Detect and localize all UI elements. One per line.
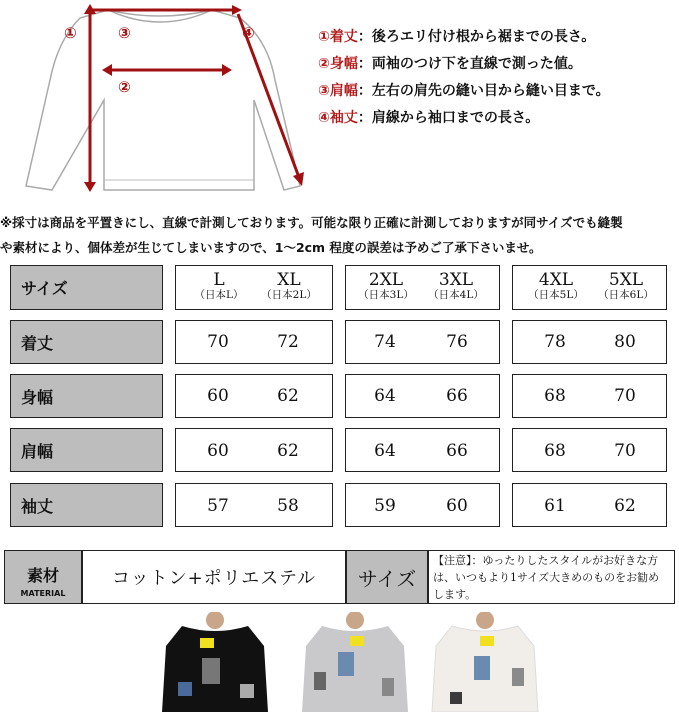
marker-chest: ② [118, 78, 131, 96]
row-label-length: 着丈 [10, 320, 163, 364]
size-2xl: 2XL （日本3L） [358, 270, 414, 301]
material-label: 素材 [26, 566, 59, 585]
sleeve-xl: 58 [277, 496, 299, 516]
material-label-en: MATERIAL [20, 589, 66, 598]
marker-shoulder: ③ [118, 24, 131, 42]
sweatshirt-measurement-diagram [0, 0, 310, 200]
shoulder-2xl: 64 [374, 441, 396, 461]
white-sweatshirt-photo [430, 612, 540, 712]
legend-length: ①着丈：後ろエリ付け根から裾までの長さ。 [318, 29, 596, 45]
sleeve-3xl: 60 [446, 496, 468, 516]
size-header-label: サイズ [10, 265, 163, 310]
length-2xl: 74 [374, 332, 396, 352]
shoulder-l: 60 [207, 441, 229, 461]
sleeve-5xl: 62 [614, 496, 636, 516]
shoulder-3xl: 66 [446, 441, 468, 461]
measurement-note-line-1: ※採寸は商品を平置きにし、直線で計測しております。可能な限り正確に計測しておりますが同サイズでも縫製 [0, 215, 623, 230]
size-xl: XL （日本2L） [261, 270, 317, 301]
sleeve-l: 57 [207, 496, 229, 516]
row-label-chest: 身幅 [10, 374, 163, 418]
row-label-sleeve: 袖丈 [10, 483, 163, 527]
size-group-3 [512, 265, 667, 310]
row-label-shoulder: 肩幅 [10, 428, 163, 472]
size-note-label: サイズ [346, 550, 428, 604]
black-sweatshirt-photo [160, 612, 270, 712]
size-5xl: 5XL （日本6L） [598, 270, 654, 301]
marker-sleeve: ④ [242, 24, 255, 42]
measurement-note-line-2: や素材により、個体差が生じてしまいますので、1～2cm 程度の誤差は予めご了承下さいませ。 [0, 240, 542, 255]
material-label-box [4, 550, 82, 604]
length-4xl: 78 [544, 332, 566, 352]
length-xl: 72 [277, 332, 299, 352]
length-l: 70 [207, 332, 229, 352]
legend-sleeve: ④袖丈：肩線から袖口までの長さ。 [318, 110, 540, 126]
legend-chest: ②身幅：両袖のつけ下を直線で測った値。 [318, 56, 582, 72]
shoulder-arrow-head [232, 5, 242, 15]
sleeve-4xl: 61 [544, 496, 566, 516]
material-value: コットン+ポリエステル [82, 550, 346, 604]
chest-arrow-head-right [222, 64, 232, 76]
length-3xl: 76 [446, 332, 468, 352]
length-arrow-head-bottom [84, 182, 96, 192]
size-group-1 [175, 265, 333, 310]
sleeve-2xl: 59 [374, 496, 396, 516]
length-5xl: 80 [614, 332, 636, 352]
chest-arrow-head-left [102, 64, 112, 76]
gray-sweatshirt-photo [300, 612, 410, 712]
shoulder-xl: 62 [277, 441, 299, 461]
chest-2xl: 64 [374, 386, 396, 406]
sleeve-arrow-head [293, 172, 304, 186]
chest-3xl: 66 [446, 386, 468, 406]
size-3xl: 3XL （日本4L） [428, 270, 484, 301]
chest-4xl: 68 [544, 386, 566, 406]
chest-l: 60 [207, 386, 229, 406]
size-note-text: 【注意】：ゆったりしたスタイルがお好きな方は、いつもより1サイズ大きめのものをお勧めします。 [428, 550, 675, 604]
shoulder-4xl: 68 [544, 441, 566, 461]
shoulder-5xl: 70 [614, 441, 636, 461]
chest-xl: 62 [277, 386, 299, 406]
marker-length: ① [64, 24, 77, 42]
size-group-2 [345, 265, 500, 310]
chest-5xl: 70 [614, 386, 636, 406]
size-4xl: 4XL （日本5L） [528, 270, 584, 301]
legend-shoulder: ③肩幅：左右の肩先の縫い目から縫い目まで。 [318, 83, 610, 99]
size-l: L （日本L） [194, 270, 244, 301]
